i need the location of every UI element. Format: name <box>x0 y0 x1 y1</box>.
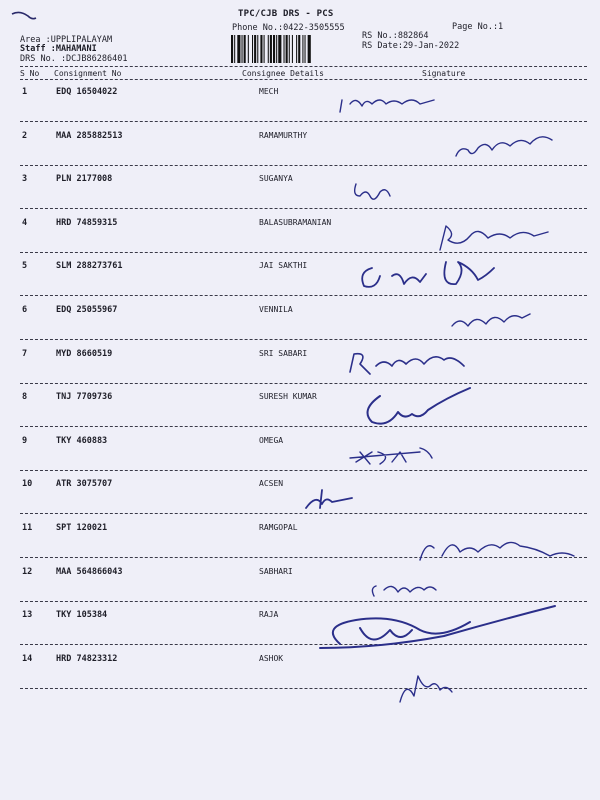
row-divider <box>20 121 587 122</box>
row-divider <box>20 383 587 384</box>
row-serial-number: 14 <box>22 653 33 664</box>
row-serial-number: 12 <box>22 566 33 577</box>
row-divider <box>20 339 587 340</box>
barcode-image <box>230 35 355 63</box>
row-consignee-name: SURESH KUMAR <box>259 392 317 402</box>
row-consignment-number: MYD 8660519 <box>56 348 113 359</box>
row-consignment-number: MAA 564866043 <box>56 566 123 577</box>
row-consignment-number: HRD 74823312 <box>56 653 118 664</box>
row-consignee-name: ACSEN <box>259 479 284 489</box>
phone-number: Phone No.:0422-3505555 <box>232 23 345 33</box>
row-consignee-name: SUGANYA <box>259 174 293 184</box>
barcode-bar <box>260 35 262 63</box>
barcode-bar <box>257 35 258 63</box>
header-divider-top <box>20 66 587 67</box>
column-header-consignee: Consignee Details <box>242 69 324 78</box>
barcode-bar <box>289 35 290 63</box>
barcode-bar <box>302 35 303 63</box>
sheet-title: TPC/CJB DRS - PCS <box>238 9 334 19</box>
barcode-bar <box>296 35 297 63</box>
row-serial-number: 5 <box>22 261 28 272</box>
row-divider <box>20 688 587 689</box>
row-consignee-name: SRI SABARI <box>259 348 308 358</box>
row-consignment-number: MAA 285882513 <box>56 130 123 141</box>
row-consignee-name: RAJA <box>259 610 279 620</box>
row-consignee-name: VENNILA <box>259 305 293 314</box>
staff-label: Staff :MAHAMANI <box>20 44 97 54</box>
barcode-bar <box>248 35 249 63</box>
barcode-bar <box>252 35 253 63</box>
barcode-bar <box>284 35 285 63</box>
signature-row-5-image <box>362 262 494 287</box>
barcode-bar <box>305 35 306 63</box>
row-consignee-name: RAMGOPAL <box>259 523 298 532</box>
rs-number: RS No.:882864 <box>362 31 429 41</box>
signature-row-3-image <box>355 184 390 199</box>
row-serial-number: 13 <box>22 610 33 621</box>
signature-row-6-image <box>452 314 530 326</box>
barcode-bar <box>237 35 240 63</box>
row-consignee-name: ASHOK <box>259 653 284 663</box>
barcode-bar <box>254 35 256 63</box>
row-consignment-number: ATR 3075707 <box>56 479 113 490</box>
header-divider-bottom <box>20 79 587 80</box>
drs-number: DRS No. :DCJB86286401 <box>20 54 128 64</box>
row-serial-number: 6 <box>22 305 28 315</box>
signature-row-14-image <box>400 676 452 702</box>
row-serial-number: 7 <box>22 348 28 359</box>
barcode-bar <box>292 35 293 63</box>
barcode-bar <box>273 35 275 63</box>
barcode-bar <box>278 35 281 63</box>
page-number: Page No.:1 <box>452 22 504 32</box>
column-header-signature: Signature <box>422 69 466 78</box>
rs-date: RS Date:29-Jan-2022 <box>362 41 460 51</box>
row-divider <box>20 513 587 514</box>
barcode-bar <box>298 35 300 63</box>
row-consignment-number: TNJ 7709736 <box>56 392 113 403</box>
signature-row-10-image <box>306 490 352 508</box>
area-label: Area :UPPLIPALAYAM <box>20 35 113 45</box>
barcode-bar <box>276 35 277 63</box>
row-consignment-number: EDQ 25055967 <box>56 305 118 315</box>
row-divider <box>20 470 587 471</box>
row-consignee-name: MECH <box>259 87 279 96</box>
row-consignment-number: HRD 74859315 <box>56 217 118 228</box>
row-divider <box>20 208 587 209</box>
row-consignee-name: SABHARI <box>259 566 293 576</box>
barcode-bar <box>286 35 288 63</box>
row-serial-number: 9 <box>22 435 28 446</box>
row-serial-number: 8 <box>22 392 28 403</box>
barcode-bar <box>264 35 265 63</box>
signature-row-7-image <box>350 354 464 374</box>
corner-pen-mark <box>8 8 38 28</box>
row-divider <box>20 165 587 166</box>
row-divider <box>20 295 587 296</box>
column-header-sno: S No <box>20 69 40 78</box>
row-serial-number: 1 <box>22 87 28 97</box>
row-consignment-number: SPT 120021 <box>56 523 108 533</box>
signature-row-2-image <box>456 137 552 156</box>
barcode-bar <box>270 35 272 63</box>
row-serial-number: 10 <box>22 479 33 490</box>
row-serial-number: 2 <box>22 130 28 141</box>
row-consignee-name: BALASUBRAMANIAN <box>259 217 332 227</box>
signature-row-12-image <box>372 586 436 596</box>
row-consignment-number: SLM 288273761 <box>56 261 123 272</box>
row-consignment-number: TKY 105384 <box>56 610 108 621</box>
row-consignee-name: OMEGA <box>259 435 284 445</box>
row-serial-number: 3 <box>22 174 28 185</box>
row-divider <box>20 557 587 558</box>
barcode-bar <box>234 35 235 63</box>
barcode-bar <box>231 35 233 63</box>
row-consignee-name: JAI SAKTHI <box>259 261 308 271</box>
row-divider <box>20 601 587 602</box>
row-consignment-number: PLN 2177008 <box>56 174 113 185</box>
row-consignment-number: EDQ 16504022 <box>56 87 118 97</box>
barcode-bar <box>268 35 269 63</box>
barcode-bar <box>308 35 311 63</box>
signature-row-9-image <box>350 448 432 464</box>
barcode-bar <box>244 35 246 63</box>
barcode-bar <box>242 35 243 63</box>
row-consignment-number: TKY 460883 <box>56 435 108 446</box>
signature-row-4-image <box>440 226 548 250</box>
row-divider <box>20 426 587 427</box>
row-serial-number: 11 <box>22 523 33 533</box>
signature-row-8-image <box>368 388 471 424</box>
row-divider <box>20 252 587 253</box>
column-header-consignment: Consignment No <box>54 69 122 78</box>
row-consignee-name: RAMAMURTHY <box>259 130 308 140</box>
row-divider <box>20 644 587 645</box>
signature-row-1-image <box>340 100 434 112</box>
row-serial-number: 4 <box>22 217 28 228</box>
signature-row-13-image <box>320 606 555 648</box>
